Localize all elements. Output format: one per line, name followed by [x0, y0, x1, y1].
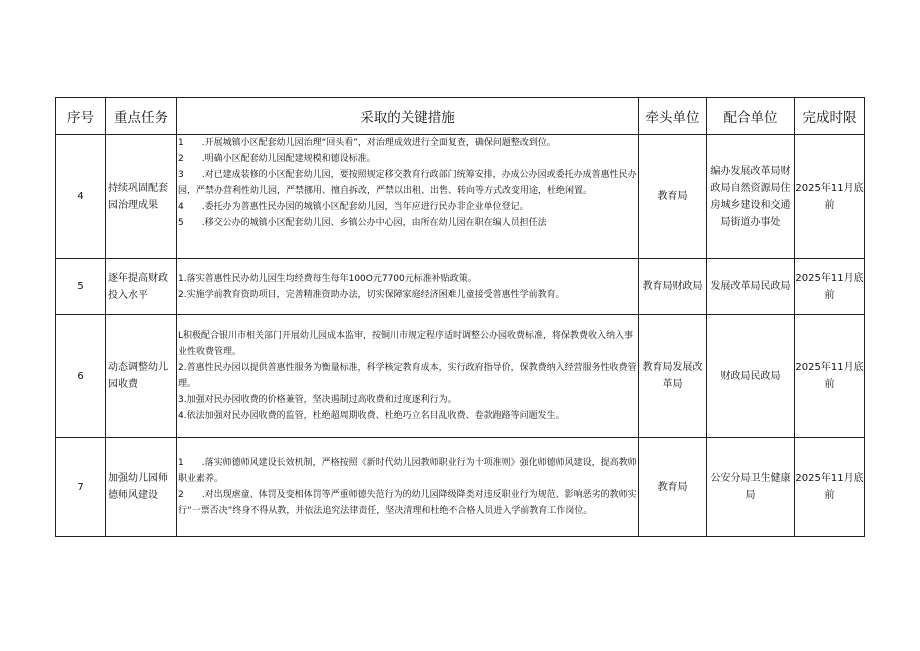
header-lead: 牵头单位 [639, 98, 707, 135]
row-no: 7 [56, 438, 106, 537]
measure-item: L积极配合银川市相关部门开展幼儿园成本监审，按铜川市规定程序适时调整公办园收费标准，将保教费收入纳入事业性收费管理。 [178, 331, 634, 357]
row-deadline: 2025年11月底前 [795, 259, 865, 315]
measure-item: 1 .开展城镇小区配套幼儿园治理“回头看”，对治理成效进行全面复查，确保问题整改到位。 [178, 138, 556, 148]
row-deadline: 2025年11月底前 [795, 315, 865, 438]
row-coop: 财政局民政局 [707, 315, 795, 438]
table-header-row [56, 98, 865, 135]
row-task: 加强幼儿园师德师风建设 [106, 438, 177, 537]
row-no: 6 [56, 315, 106, 438]
measure-item: 4 .委托办为普惠性民办园的城镇小区配套幼儿园，当年应进行民办非企业单位登记。 [178, 202, 529, 212]
row-measures [177, 135, 639, 259]
measure-item: 2 .明确小区配套幼儿园配建规模和德设标准。 [178, 154, 376, 164]
measure-item: 2.普惠性民办园以提供普惠性服务为衡量标准，科学核定教育成本，实行政府指导价，保教费纳入经营服务性收费管理。 [178, 363, 637, 389]
header-coop: 配合单位 [707, 98, 795, 135]
measure-item: 3 .对已建成装修的小区配套幼儿园，要按照规定移交教育行政部门统筹安排，办成公办园或委托办成普惠性民办园，严禁办营利性幼儿园，严禁挪用、擅自拆改，严禁以出租、出售、转向等方式改变用途，杜绝闲置。 [178, 170, 637, 196]
row-measures [177, 259, 639, 315]
header-task: 重点任务 [106, 98, 177, 135]
row-lead: 教育局 [639, 135, 707, 259]
header-no: 序号 [56, 98, 106, 135]
header-deadline: 完成时限 [795, 98, 865, 135]
header-measures: 采取的关键措施 [177, 98, 639, 135]
row-coop: 发展改革局民政局 [707, 259, 795, 315]
row-deadline: 2025年11月底前 [795, 135, 865, 259]
measure-item: 1.落实普惠性民办幼儿园生均经费每生每年100O元7700元标准补贴政策。 [178, 273, 477, 284]
row-lead: 教育局 [639, 438, 707, 537]
measure-item: 3.加强对民办园收费的价格兼管，坚决遏制过高收费和过度逐利行为。 [178, 395, 457, 405]
measure-item: 2.实施学前教育资助项目，完善精准资助办法，切实保障家庭经济困难儿童接受普惠性学前教育。 [178, 289, 565, 300]
row-lead: 教育局发展改革局 [639, 315, 707, 438]
row-no: 5 [56, 259, 106, 315]
row-measures [177, 315, 639, 438]
table-row [56, 259, 865, 315]
row-task: 持续巩固配套园治理成果 [106, 135, 177, 259]
table-row [56, 438, 865, 537]
row-coop: 公安分局卫生健康局 [707, 438, 795, 537]
table-row [56, 135, 865, 259]
measure-item: 4.依法加强对民办园收费的监管，杜绝超周期收费、杜绝巧立名目乱收费、卷款跑路等问题发生。 [178, 411, 565, 421]
row-task: 逐年提高财政投入水平 [106, 259, 177, 315]
row-coop: 编办发展改革局财政局自然资源局住房城乡建设和交通局街道办事处 [707, 135, 795, 259]
measure-item: 2 .对出现虐童、体罚及变相体罚等严重师德失范行为的幼儿园降级降类对违反职业行为规范、影响恶劣的教师实行“一票否决”终身不得从教，并依法追究法律责任，坚决清理和杜绝不合格人员进入学前教育工作岗位。 [178, 490, 637, 516]
row-task: 动态调整幼儿园收费 [106, 315, 177, 438]
row-measures [177, 438, 639, 537]
measure-item: 5 .移交公办的城镇小区配套幼儿园、乡镇公办中心园，由所在幼儿园在职在编人员担任法 [178, 218, 547, 228]
row-deadline: 2025年11月底前 [795, 438, 865, 537]
row-lead: 教育局财政局 [639, 259, 707, 315]
measures-table [55, 97, 865, 537]
row-no: 4 [56, 135, 106, 259]
measure-item: 1 .落实师德师风建设长效机制，严格按照《新时代幼儿园教师职业行为十项准则》强化师德师风建设，提高教师职业素养。 [178, 458, 637, 484]
table-row [56, 315, 865, 438]
